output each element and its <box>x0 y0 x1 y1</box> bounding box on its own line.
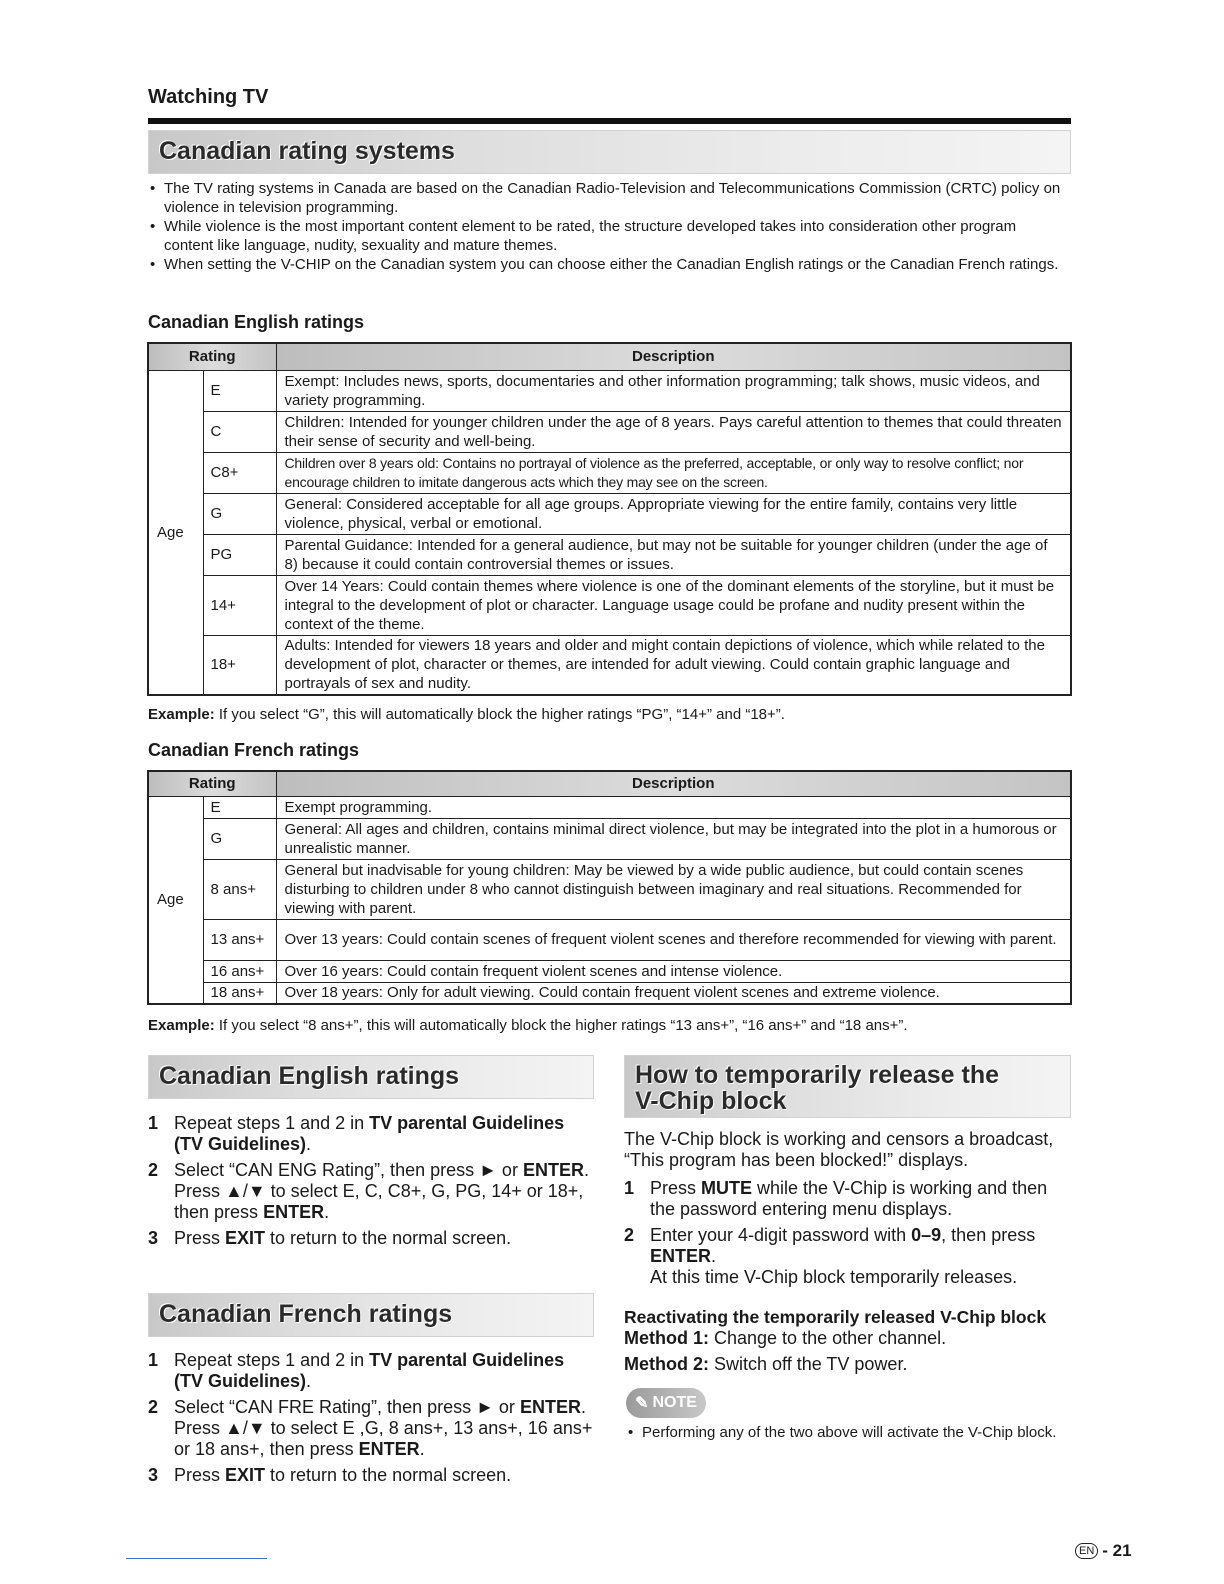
rating-code: E <box>203 796 276 818</box>
col-rating-header: Rating <box>148 771 276 796</box>
step-item <box>148 1397 598 1460</box>
banner-english-ratings <box>148 1055 594 1099</box>
step-number: 2 <box>624 1225 635 1245</box>
rating-description: Exempt programming. <box>276 796 1071 818</box>
step-text: Press <box>174 1228 226 1248</box>
method-text: Switch off the TV power. <box>709 1354 908 1374</box>
rating-code: G <box>203 493 276 534</box>
banner-title: Canadian French ratings <box>159 1300 453 1328</box>
step-text: . <box>583 1160 589 1180</box>
step-text: . <box>306 1134 312 1154</box>
english-ratings-table <box>147 342 1072 696</box>
step-item <box>148 1113 598 1155</box>
bullet-item: • The TV rating systems in Canada are based on the Canadian Radio-Television and Telecommunications Commission (CRTC) policy on violence in television programming. <box>148 179 1068 217</box>
rating-code: C <box>203 411 276 452</box>
banner-title: How to temporarily release the V-Chip block <box>635 1061 1000 1115</box>
section-label: Watching TV <box>148 86 269 108</box>
rating-description: Children over 8 years old: Contains no portrayal of violence as the preferred, acceptable, or only way to resolve conflict; nor encourage children to imitate dangerous acts which they may see on the screen. <box>276 452 1071 493</box>
banner-rating-systems <box>148 130 1071 174</box>
footer-line <box>126 1558 267 1559</box>
step-text: Select “CAN FRE Rating”, then press ► or <box>174 1397 520 1417</box>
step-item <box>148 1465 598 1486</box>
col-description-header: Description <box>276 771 1071 796</box>
rating-description: Exempt: Includes news, sports, documentaries and other information programming; talk shows, music videos, and variety programming. <box>276 370 1071 411</box>
step-text: . <box>580 1397 586 1417</box>
step-number: 2 <box>148 1160 159 1180</box>
note-label: NOTE <box>652 1394 697 1411</box>
bullet-item: • While violence is the most important content element to be rated, the structure developed takes into consideration other program content like language, nudity, sexuality and mature themes. <box>148 217 1068 255</box>
step-emphasis: EXIT <box>225 1465 266 1485</box>
rating-description: Over 13 years: Could contain scenes of frequent violent scenes and therefore recommended for viewing with parent. <box>276 919 1071 960</box>
release-steps <box>624 1178 1074 1293</box>
rating-code: 18+ <box>203 635 276 695</box>
step-number: 3 <box>148 1228 159 1248</box>
example-text: If you select “8 ans+”, this will automatically block the higher ratings “13 ans+”, “16 ans+” and “18 ans+”. <box>214 1017 908 1034</box>
step-item <box>624 1225 1074 1288</box>
english-table-title: Canadian English ratings <box>148 312 365 332</box>
step-number: 3 <box>148 1465 159 1485</box>
age-group-label: Age <box>148 796 203 1004</box>
step-emphasis: TV parental Guidelines (TV Guidelines) <box>174 1113 565 1154</box>
step-item <box>148 1228 598 1249</box>
top-rule <box>148 118 1071 124</box>
rating-code: 8 ans+ <box>203 859 276 919</box>
method-1 <box>624 1328 1074 1349</box>
step-item <box>148 1350 598 1392</box>
step-emphasis: ENTER <box>650 1246 712 1266</box>
french-table-title: Canadian French ratings <box>148 740 360 760</box>
step-text: to return to the normal screen. <box>265 1465 512 1485</box>
step-text: Repeat steps 1 and 2 in <box>174 1113 370 1133</box>
step-number: 1 <box>148 1350 159 1370</box>
step-number: 1 <box>148 1113 159 1133</box>
step-text: Press ▲/▼ to select E, C, C8+, G, PG, 14+ or 18+, then press <box>174 1181 584 1222</box>
step-emphasis: TV parental Guidelines (TV Guidelines) <box>174 1350 565 1391</box>
method-label: Method 1: <box>624 1328 709 1348</box>
rating-description: General but inadvisable for young children: May be viewed by a wide public audience, but could contain scenes disturbing to children under 8 who cannot distinguish between imaginary and real situations. Recommended for viewing with parent. <box>276 859 1071 919</box>
rating-code: C8+ <box>203 452 276 493</box>
step-text: Press <box>650 1178 702 1198</box>
step-text: , then press <box>941 1225 1036 1245</box>
step-text: Select “CAN ENG Rating”, then press ► or <box>174 1160 523 1180</box>
banner-release-vchip <box>624 1055 1071 1118</box>
example-label: Example: <box>148 1017 215 1034</box>
method-label: Method 2: <box>624 1354 709 1374</box>
method-text: Change to the other channel. <box>709 1328 947 1348</box>
rating-code: 13 ans+ <box>203 919 276 960</box>
page-number-text: - 21 <box>1102 1541 1132 1560</box>
step-text: Press ▲/▼ to select E ,G, 8 ans+, 13 ans+, 16 ans+ or 18 ans+, then press <box>174 1418 593 1459</box>
example-label: Example: <box>148 706 215 723</box>
step-text: while the V-Chip is working and then the password entering menu displays. <box>650 1178 1048 1219</box>
reactivate-title: Reactivating the temporarily released V-Chip block <box>624 1307 1047 1327</box>
rating-description: Children: Intended for younger children under the age of 8 years. Pays careful attention to themes that could threaten their sense of security and well-being. <box>276 411 1071 452</box>
rating-code: 14+ <box>203 575 276 635</box>
step-text: to return to the normal screen. <box>265 1228 512 1248</box>
banner-title: Canadian English ratings <box>159 1062 460 1090</box>
step-item <box>624 1178 1074 1220</box>
note-item: • Performing any of the two above will activate the V-Chip block. <box>626 1423 1066 1442</box>
step-text: At this time V-Chip block temporarily releases. <box>650 1267 1018 1287</box>
col-description-header: Description <box>276 343 1071 370</box>
french-example <box>148 1017 908 1034</box>
step-text: . <box>324 1202 330 1222</box>
step-emphasis: ENTER <box>263 1202 325 1222</box>
step-emphasis: 0–9 <box>911 1225 942 1245</box>
step-text: Enter your 4-digit password with <box>650 1225 912 1245</box>
step-text: . <box>306 1371 312 1391</box>
banner-title: Canadian rating systems <box>159 137 455 165</box>
step-item <box>148 1160 598 1223</box>
step-text: . <box>419 1439 425 1459</box>
step-emphasis: ENTER <box>519 1397 581 1417</box>
rating-code: G <box>203 818 276 859</box>
rating-code: PG <box>203 534 276 575</box>
rating-description: Adults: Intended for viewers 18 years and older and might contain depictions of violence, which while related to the development of plot, character or themes, are intended for adult viewing. Could contain graphic language and portrayals of sex and nudity. <box>276 635 1071 695</box>
step-text: Press <box>174 1465 226 1485</box>
step-number: 1 <box>624 1178 635 1198</box>
banner-french-ratings <box>148 1293 594 1337</box>
rating-description: Over 16 years: Could contain frequent violent scenes and intense violence. <box>276 960 1071 982</box>
rating-description: Parental Guidance: Intended for a general audience, but may not be suitable for younger children (under the age of 8) because it could contain controversial themes or issues. <box>276 534 1071 575</box>
method-2 <box>624 1354 1074 1375</box>
rating-code: 18 ans+ <box>203 982 276 1004</box>
age-group-label: Age <box>148 370 203 695</box>
note-bullets <box>626 1423 1066 1442</box>
rating-description: General: Considered acceptable for all age groups. Appropriate viewing for the entire family, contains very little violence, physical, verbal or emotional. <box>276 493 1071 534</box>
step-text: Repeat steps 1 and 2 in <box>174 1350 370 1370</box>
example-text: If you select “G”, this will automatically block the higher ratings “PG”, “14+” and “18+”. <box>214 706 785 723</box>
step-emphasis: EXIT <box>225 1228 266 1248</box>
rating-code: E <box>203 370 276 411</box>
rating-description: Over 18 years: Only for adult viewing. Could contain frequent violent scenes and extreme violence. <box>276 982 1071 1004</box>
note-badge <box>626 1388 706 1418</box>
step-number: 2 <box>148 1397 159 1417</box>
english-steps <box>148 1113 598 1254</box>
step-emphasis: ENTER <box>522 1160 584 1180</box>
step-emphasis: MUTE <box>701 1178 753 1198</box>
french-ratings-table <box>147 770 1072 1005</box>
step-emphasis: ENTER <box>358 1439 420 1459</box>
bullet-item: • When setting the V-CHIP on the Canadian system you can choose either the Canadian English ratings or the Canadian French ratings. <box>148 255 1068 274</box>
rating-description: Over 14 Years: Could contain themes where violence is one of the dominant elements of the storyline, but it must be integral to the development of plot or character. Language usage could be profane and nudity present within the context of the theme. <box>276 575 1071 635</box>
col-rating-header: Rating <box>148 343 276 370</box>
intro-bullets <box>148 179 1068 274</box>
french-steps <box>148 1350 598 1491</box>
page-number <box>1075 1541 1132 1561</box>
english-example <box>148 706 785 723</box>
language-badge: EN <box>1075 1543 1098 1559</box>
rating-description: General: All ages and children, contains minimal direct violence, but may be integrated into the plot in a humorous or unrealistic manner. <box>276 818 1071 859</box>
pencil-icon: ✎ <box>635 1395 649 1412</box>
rating-code: 16 ans+ <box>203 960 276 982</box>
step-text: . <box>711 1246 717 1266</box>
release-intro: The V-Chip block is working and censors a broadcast, “This program has been blocked!” displays. <box>624 1129 1054 1170</box>
